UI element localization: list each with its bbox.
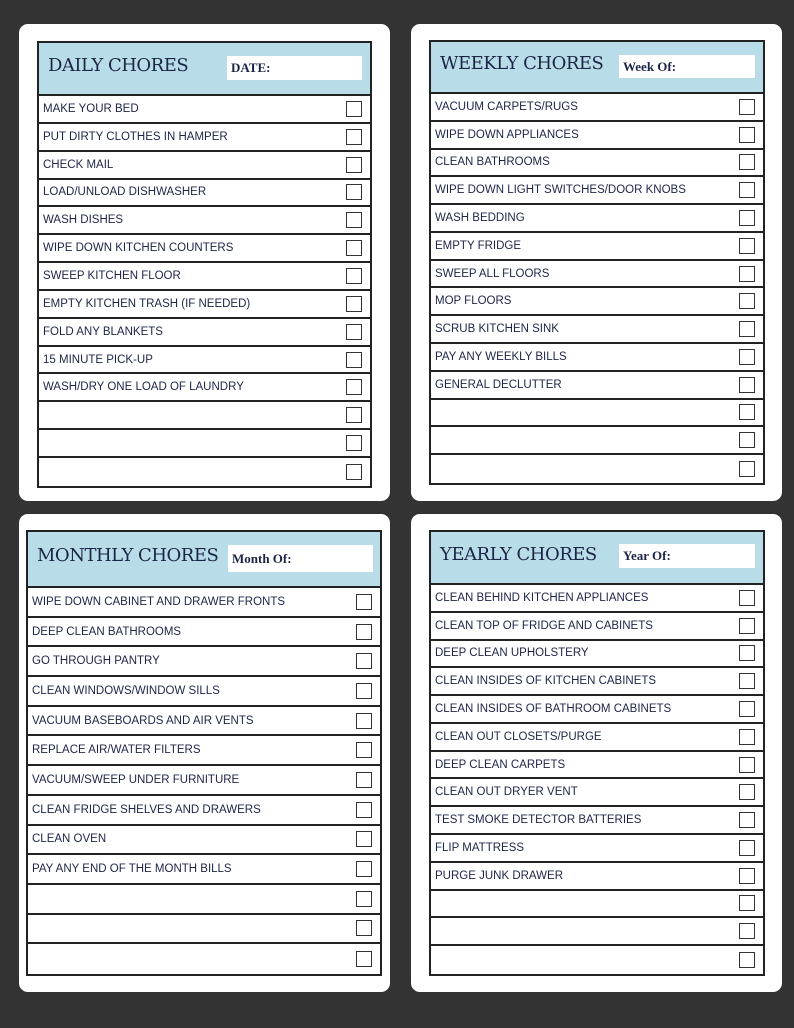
chore-label: WIPE DOWN LIGHT SWITCHES/DOOR KNOBS (435, 184, 686, 197)
chore-label: TEST SMOKE DETECTOR BATTERIES (435, 814, 642, 827)
chore-label: CLEAN BEHIND KITCHEN APPLIANCES (435, 591, 649, 604)
chore-checkbox[interactable] (739, 895, 755, 911)
chore-row (431, 455, 763, 483)
chore-checkbox[interactable] (356, 594, 372, 610)
chore-row (39, 458, 370, 486)
chore-checkbox[interactable] (739, 952, 755, 968)
chore-checkbox[interactable] (739, 182, 755, 198)
chore-checkbox[interactable] (739, 757, 755, 773)
chore-row (431, 613, 763, 641)
chore-row (28, 944, 380, 974)
chore-row (39, 430, 370, 458)
chore-row (28, 796, 380, 826)
chore-row (431, 288, 763, 316)
chore-checkbox[interactable] (739, 321, 755, 337)
chore-row (431, 372, 763, 400)
chore-checkbox[interactable] (739, 729, 755, 745)
chore-label: PURGE JUNK DRAWER (435, 869, 563, 882)
chore-row (39, 124, 370, 152)
chore-label: SWEEP ALL FLOORS (435, 267, 550, 280)
chore-row (28, 826, 380, 856)
chore-row (431, 585, 763, 613)
chore-row (28, 766, 380, 796)
chore-label: VACUUM CARPETS/RUGS (435, 100, 578, 113)
chore-row (28, 677, 380, 707)
chore-checkbox[interactable] (739, 154, 755, 170)
chore-label: SCRUB KITCHEN SINK (435, 323, 559, 336)
chore-label: WIPE DOWN APPLIANCES (435, 128, 579, 141)
chore-checkbox[interactable] (739, 645, 755, 661)
chore-checkbox[interactable] (356, 683, 372, 699)
chore-label: DEEP CLEAN BATHROOMS (32, 625, 182, 638)
chore-row (431, 752, 763, 780)
chore-checkbox[interactable] (739, 404, 755, 420)
chore-label: GO THROUGH PANTRY (32, 655, 160, 668)
chore-checkbox[interactable] (739, 618, 755, 634)
chore-label: PAY ANY END OF THE MONTH BILLS (32, 863, 232, 876)
chore-checkbox[interactable] (356, 802, 372, 818)
chore-row (431, 261, 763, 289)
chore-checkbox[interactable] (346, 324, 362, 340)
chore-label: DEEP CLEAN CARPETS (435, 758, 566, 771)
chore-checkbox[interactable] (739, 923, 755, 939)
chore-row (431, 918, 763, 946)
chore-checkbox[interactable] (346, 268, 362, 284)
chore-row (431, 344, 763, 372)
chore-checkbox[interactable] (356, 920, 372, 936)
chore-row (39, 291, 370, 319)
chore-label: FOLD ANY BLANKETS (43, 325, 163, 338)
chore-label: CLEAN TOP OF FRIDGE AND CABINETS (435, 619, 653, 632)
chore-label: WASH DISHES (43, 214, 124, 227)
chore-checkbox[interactable] (739, 210, 755, 226)
chore-label: SWEEP KITCHEN FLOOR (43, 269, 181, 282)
chore-label: CLEAN OUT DRYER VENT (435, 786, 578, 799)
chore-checkbox[interactable] (346, 101, 362, 117)
chore-label: WIPE DOWN CABINET AND DRAWER FRONTS (32, 595, 286, 608)
chore-checkbox[interactable] (356, 831, 372, 847)
daily-title: DAILY CHORES (48, 55, 189, 76)
chore-label: FLIP MATTRESS (435, 841, 525, 854)
chore-label: LOAD/UNLOAD DISHWASHER (43, 186, 207, 199)
chore-checkbox[interactable] (346, 240, 362, 256)
chore-checkbox[interactable] (739, 377, 755, 393)
chore-label: EMPTY KITCHEN TRASH (IF NEEDED) (43, 297, 251, 310)
chore-label: WASH BEDDING (435, 212, 525, 225)
chore-checkbox[interactable] (346, 157, 362, 173)
chore-label: CLEAN OVEN (32, 833, 107, 846)
chore-row (431, 641, 763, 669)
chore-checkbox[interactable] (346, 352, 362, 368)
weekly-title: WEEKLY CHORES (440, 53, 604, 74)
chore-label: MOP FLOORS (435, 295, 512, 308)
monthly-chores-table (26, 530, 382, 976)
chore-label: WASH/DRY ONE LOAD OF LAUNDRY (43, 381, 244, 394)
chore-row (431, 946, 763, 974)
chore-checkbox[interactable] (356, 772, 372, 788)
chore-checkbox[interactable] (739, 266, 755, 282)
chore-label: EMPTY FRIDGE (435, 239, 522, 252)
chore-row (28, 647, 380, 677)
chore-checkbox[interactable] (356, 742, 372, 758)
chore-row (431, 724, 763, 752)
chore-row (39, 235, 370, 263)
chore-checkbox[interactable] (346, 212, 362, 228)
weekly-header (431, 42, 763, 94)
chore-checkbox[interactable] (739, 461, 755, 477)
chore-row (431, 205, 763, 233)
chore-row (39, 319, 370, 347)
daily-date-field[interactable]: DATE: (227, 56, 362, 80)
chore-label: MAKE YOUR BED (43, 102, 139, 115)
chore-checkbox[interactable] (739, 238, 755, 254)
chore-row (431, 94, 763, 122)
chore-row (431, 177, 763, 205)
chore-checkbox[interactable] (739, 868, 755, 884)
chore-checkbox[interactable] (356, 653, 372, 669)
chore-row (431, 150, 763, 178)
chore-row (431, 233, 763, 261)
chore-label: CLEAN INSIDES OF BATHROOM CABINETS (435, 703, 672, 716)
chore-row (431, 835, 763, 863)
chore-row (28, 736, 380, 766)
chore-checkbox[interactable] (346, 407, 362, 423)
chore-checkbox[interactable] (739, 840, 755, 856)
chore-label: PAY ANY WEEKLY BILLS (435, 350, 567, 363)
chore-checkbox[interactable] (739, 432, 755, 448)
chore-label: CLEAN INSIDES OF KITCHEN CABINETS (435, 675, 657, 688)
chore-checkbox[interactable] (346, 464, 362, 480)
chore-checkbox[interactable] (356, 951, 372, 967)
chore-label: VACUUM BASEBOARDS AND AIR VENTS (32, 714, 254, 727)
chore-label: WIPE DOWN KITCHEN COUNTERS (43, 242, 234, 255)
yearly-date-field[interactable]: Year Of: (619, 544, 755, 568)
chore-row (28, 855, 380, 885)
chore-checkbox[interactable] (739, 812, 755, 828)
yearly-chores-table (429, 530, 765, 976)
yearly-header (431, 532, 763, 585)
chore-label: CLEAN FRIDGE SHELVES AND DRAWERS (32, 803, 261, 816)
daily-chores-table (37, 41, 372, 488)
chore-row (431, 696, 763, 724)
chore-row (431, 863, 763, 891)
chore-row (28, 915, 380, 945)
chore-label: CLEAN BATHROOMS (435, 156, 550, 169)
chore-checkbox[interactable] (346, 435, 362, 451)
chore-checkbox[interactable] (346, 129, 362, 145)
monthly-date-field[interactable]: Month Of: (228, 545, 373, 572)
chore-checkbox[interactable] (739, 701, 755, 717)
chore-label: CLEAN OUT CLOSETS/PURGE (435, 730, 602, 743)
chore-row (431, 807, 763, 835)
chore-row (431, 668, 763, 696)
weekly-date-field[interactable]: Week Of: (619, 55, 755, 78)
chore-checkbox[interactable] (739, 590, 755, 606)
chore-label: CLEAN WINDOWS/WINDOW SILLS (32, 684, 220, 697)
chore-checkbox[interactable] (739, 127, 755, 143)
chore-row (39, 347, 370, 375)
weekly-chores-table (429, 40, 765, 485)
chore-checkbox[interactable] (356, 624, 372, 640)
chore-row (431, 891, 763, 919)
chore-checkbox[interactable] (356, 891, 372, 907)
chore-checkbox[interactable] (356, 713, 372, 729)
chore-row (431, 427, 763, 455)
chore-row (28, 618, 380, 648)
chore-checkbox[interactable] (356, 861, 372, 877)
monthly-header (28, 532, 380, 588)
chore-label: CHECK MAIL (43, 158, 114, 171)
chore-checkbox[interactable] (739, 673, 755, 689)
chore-row (39, 402, 370, 430)
chore-checkbox[interactable] (346, 296, 362, 312)
daily-header (39, 43, 370, 96)
chore-checkbox[interactable] (346, 379, 362, 395)
chore-row (431, 400, 763, 428)
chore-row (431, 316, 763, 344)
chore-row (39, 96, 370, 124)
chore-row (28, 707, 380, 737)
chore-row (39, 374, 370, 402)
chore-checkbox[interactable] (346, 184, 362, 200)
chore-row (39, 263, 370, 291)
chore-label: 15 MINUTE PICK-UP (43, 353, 153, 366)
chore-row (39, 152, 370, 180)
chore-label: REPLACE AIR/WATER FILTERS (32, 744, 201, 757)
chore-label: DEEP CLEAN UPHOLSTERY (435, 647, 589, 660)
chore-row (39, 180, 370, 208)
chore-row (39, 207, 370, 235)
monthly-title: MONTHLY CHORES (37, 545, 219, 566)
chore-checkbox[interactable] (739, 784, 755, 800)
yearly-title: YEARLY CHORES (440, 544, 597, 565)
chore-row (28, 588, 380, 618)
chore-checkbox[interactable] (739, 293, 755, 309)
chore-label: PUT DIRTY CLOTHES IN HAMPER (43, 130, 228, 143)
chore-row (431, 122, 763, 150)
chore-checkbox[interactable] (739, 349, 755, 365)
chore-checkbox[interactable] (739, 99, 755, 115)
chore-row (431, 779, 763, 807)
chore-row (28, 885, 380, 915)
chore-label: GENERAL DECLUTTER (435, 378, 562, 391)
chore-label: VACUUM/SWEEP UNDER FURNITURE (32, 773, 240, 786)
